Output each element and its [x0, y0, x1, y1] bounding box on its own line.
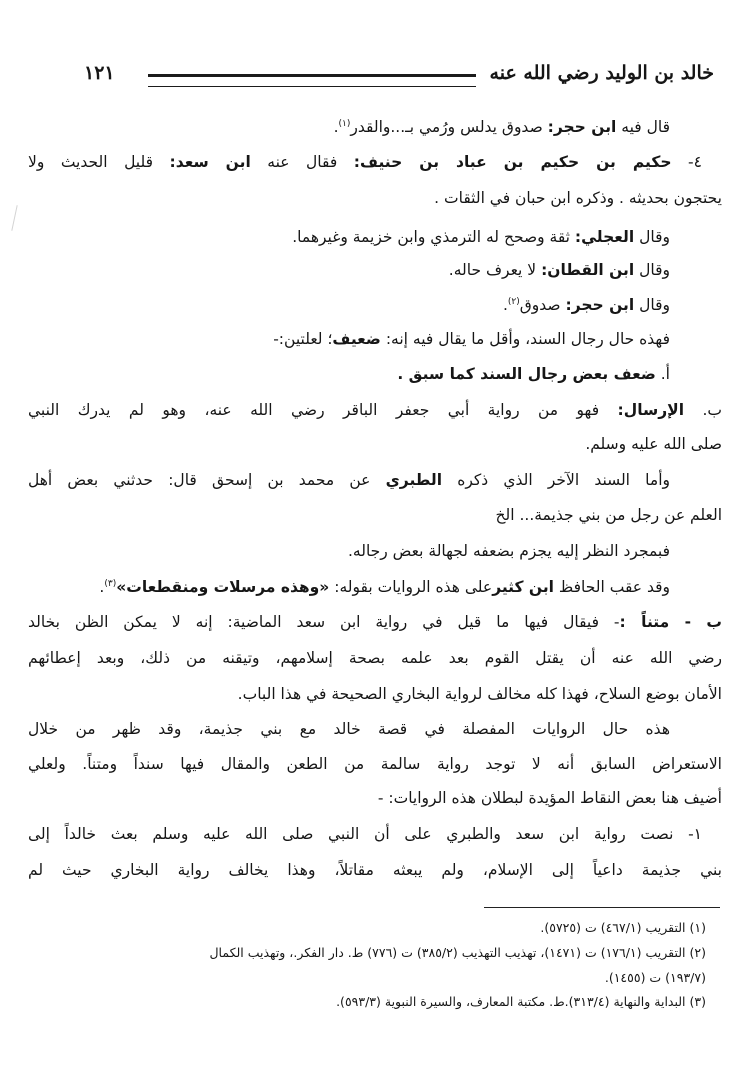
text-run: هذه حال الروايات المفصلة في قصة خالد مع بني جذيمة، وقد ظهر من خلال	[28, 720, 670, 738]
bold-run: حكيم بن حكيم بن عباد بن حنيف:	[353, 153, 672, 171]
bold-run: الطبري	[385, 471, 443, 489]
text-line	[28, 820, 702, 850]
text-run: يحتجون بحديثه . وذكره ابن حبان في الثقات .	[434, 189, 722, 207]
text-line	[585, 430, 722, 460]
footnote-ref: (٢)	[507, 296, 520, 307]
text-run: فهذه حال رجال السند، وأقل ما يقال فيه إنه:	[380, 330, 670, 348]
header-rule	[148, 74, 476, 87]
bold-run: ابن حجر:	[547, 118, 617, 136]
footnote-line: (١) التقريب (٤٦٧/١) ت (٥٧٢٥).	[540, 920, 706, 935]
footnote-line: (٣) البداية والنهاية (٣١٣/٤).ط. مكتبة المعارف، والسيرة النبوية (٥٩٣/٣).	[336, 994, 706, 1009]
bold-run: «وهذه مرسلات ومنقطعات»	[116, 578, 330, 596]
margin-scan-mark	[11, 205, 17, 231]
text-line	[496, 501, 723, 531]
text-run: أ.	[655, 365, 670, 383]
text-run: ١- نصت رواية ابن سعد والطبري على أن النبي صلى الله عليه وسلم بعث خالداً إلى	[28, 825, 702, 843]
footnote-ref: (١)	[338, 118, 351, 129]
text-run: صلى الله عليه وسلم.	[585, 435, 722, 453]
text-run: ب.	[684, 401, 722, 419]
running-title: خالد بن الوليد رضي الله عنه	[489, 62, 714, 84]
bold-run: ابن القطان:	[541, 261, 635, 279]
bold-run: ضعيف	[332, 330, 381, 348]
text-line	[273, 325, 670, 355]
text-run: قليل الحديث ولا	[28, 153, 170, 171]
text-run: الاستعراض السابق أنه لا توجد رواية سالمة من الطعن والمقال فيها سنداً ومتناً. ولعلي	[28, 755, 722, 773]
text-line	[238, 680, 722, 710]
text-line	[334, 113, 670, 143]
text-line	[348, 537, 670, 567]
text-run: صدوق يدلس ورُمي بـ...والقدر	[350, 118, 548, 136]
text-run: بني جذيمة داعياً إلى الإسلام، ولم يبعثه مقاتلاً، وهذا يخالف رواية البخاري حيث لم	[28, 861, 722, 879]
text-line	[28, 148, 702, 178]
page-header	[84, 62, 714, 102]
bold-run: الإرسال:	[617, 401, 685, 419]
text-run: فهو من رواية أبي جعفر الباقر رضي الله عنه، وهو لم يدرك النبي	[28, 401, 618, 419]
text-run: قال فيه	[616, 118, 670, 136]
text-run: ثقة وصحح له الترمذي وابن خزيمة وغيرهما.	[292, 228, 575, 246]
text-line	[99, 573, 670, 603]
page-number: ١٢١	[84, 62, 115, 84]
text-run: فبمجرد النظر إليه يجزم بضعفه لجهالة بعض رجاله.	[348, 542, 670, 560]
text-line	[28, 856, 722, 886]
text-run: ٤-	[671, 153, 702, 171]
text-run: .	[99, 578, 105, 596]
text-run: الأمان بوضع السلاح، فهذا كله مخالف لرواية البخاري الصحيحة في هذا الباب.	[237, 685, 722, 703]
text-line	[28, 644, 722, 674]
text-line	[292, 223, 670, 253]
bold-run: ابن كثير	[492, 578, 554, 596]
text-line	[378, 784, 722, 814]
footnote-rule	[484, 907, 720, 908]
bold-run: ابن سعد:	[169, 153, 251, 171]
text-run: وقد عقب الحافظ	[553, 578, 670, 596]
text-line	[503, 291, 670, 321]
footnote-ref: (٣)	[104, 578, 117, 589]
text-run: لا يعرف حاله.	[448, 261, 542, 279]
footnote-line: (١٩٣/٧) ت (١٤٥٥).	[604, 970, 706, 985]
text-line	[28, 608, 722, 638]
text-run: صدوق	[519, 296, 566, 314]
text-run: وقال	[634, 296, 670, 314]
text-run: على هذه الروايات بقوله:	[329, 578, 493, 596]
text-line	[28, 396, 722, 426]
text-run: وقال	[634, 228, 670, 246]
text-run: - فيقال فيها ما قيل في رواية ابن سعد الماضية: إنه لا يمكن الظن بخالد	[28, 613, 620, 631]
text-line	[434, 184, 722, 214]
text-line	[397, 360, 670, 390]
text-run: العلم عن رجل من بني جذيمة... الخ	[495, 506, 722, 524]
text-run: وأما السند الآخر الذي ذكره	[442, 471, 671, 489]
text-run: .	[333, 118, 339, 136]
bold-run: ضعف بعض رجال السند كما سبق .	[397, 365, 656, 383]
footnote-line: (٢) التقريب (١٧٦/١) ت (١٤٧١)، تهذيب التهذيب (٣٨٥/٢) ت (٧٧٦) ط. دار الفكر.، وتهذيب الكمال	[209, 945, 706, 960]
text-run: ؛ لعلتين:-	[273, 330, 333, 348]
text-run: عن محمد بن إسحق قال: حدثني بعض أهل	[28, 471, 386, 489]
bold-run: العجلي:	[574, 228, 635, 246]
text-line	[28, 466, 670, 496]
text-line	[28, 715, 670, 745]
bold-run: ب - متناً :	[619, 613, 723, 631]
text-run: رضي الله عنه أن يقتل القوم بعد علمه بصحة إسلامهم، وتيقنه من ذلك، وبعد إعطائهم	[28, 649, 722, 667]
text-line	[449, 256, 670, 286]
bold-run: ابن حجر:	[565, 296, 635, 314]
text-line	[28, 750, 722, 780]
text-run: أضيف هنا بعض النقاط المؤيدة لبطلان هذه الروايات: -	[377, 789, 722, 807]
text-run: .	[502, 296, 508, 314]
text-run: فقال عنه	[250, 153, 354, 171]
text-run: وقال	[634, 261, 670, 279]
